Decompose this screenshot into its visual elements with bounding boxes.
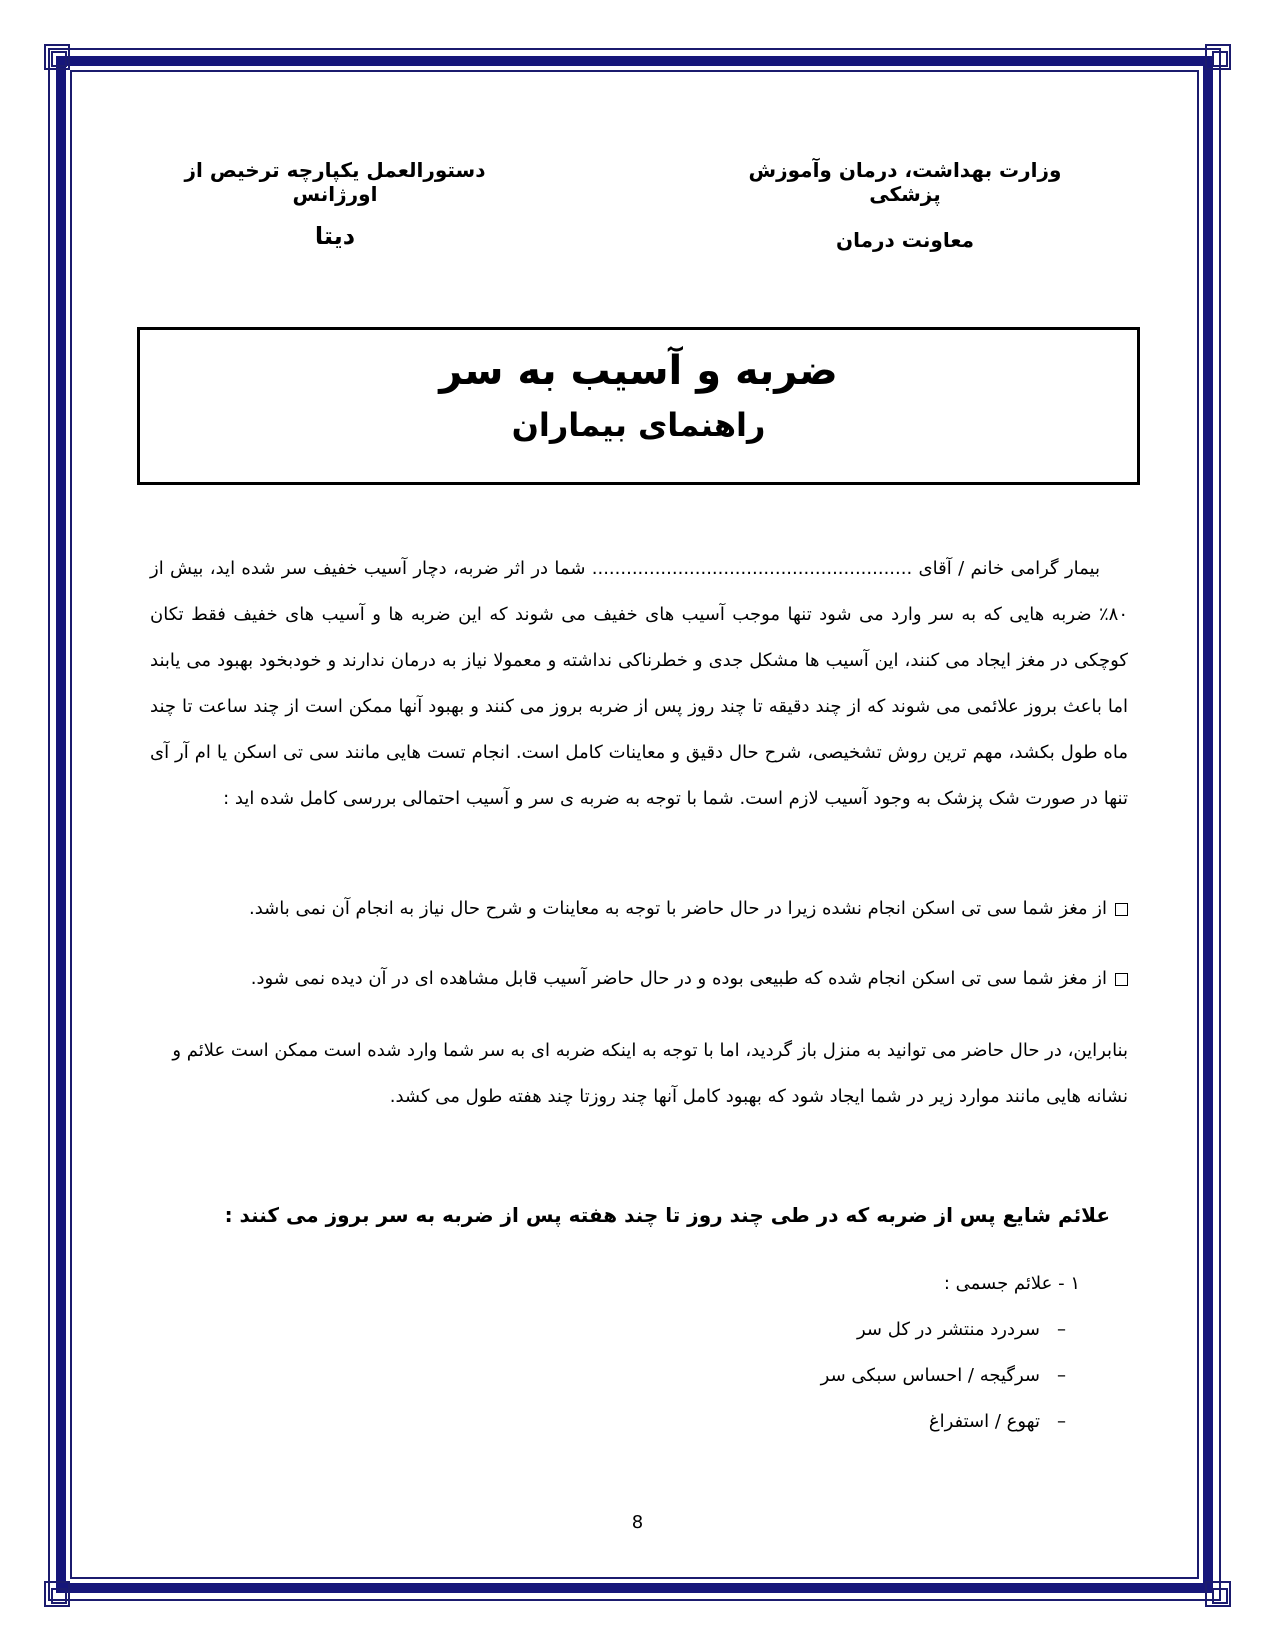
- option-text: از مغز شما سی تی اسکن انجام نشده زیرا در حال حاضر با توجه به معاینات و شرح حال نیاز به انجام آن نمی باشد.: [249, 898, 1107, 919]
- symptoms-title: علائم شایع پس از ضربه که در طی چند روز تا چند هفته پس از ضربه به سر بروز می کنند :: [224, 1203, 1110, 1227]
- page-number: 8: [631, 1512, 644, 1533]
- ministry-name: وزارت بهداشت، درمان وآموزش پزشکی: [748, 158, 1062, 206]
- list-item: –تهوع / استفراغ: [928, 1411, 1066, 1432]
- frame-corner-ornament: [44, 1581, 70, 1607]
- frame-corner-ornament: [44, 44, 70, 70]
- checkbox-icon[interactable]: [1115, 973, 1128, 986]
- option-text: از مغز شما سی تی اسکن انجام شده که طبیعی بوده و در حال حاضر آسیب قابل مشاهده ای در آن دیده نمی شود.: [250, 968, 1107, 989]
- title-box: [137, 327, 1140, 485]
- symptoms-list: [821, 1261, 1080, 1445]
- page-subtitle: راهنمای بیماران: [511, 406, 766, 444]
- protocol-code: دیتا: [314, 222, 356, 250]
- list-item: –سردرد منتشر در کل سر: [856, 1319, 1066, 1340]
- list-item: –سرگیجه / احساس سبکی سر: [820, 1365, 1066, 1386]
- frame-corner-ornament: [1205, 1581, 1231, 1607]
- protocol-name: دستورالعمل یکپارچه ترخیص از اورژانس: [184, 158, 486, 206]
- conclusion-paragraph: بنابراین، در حال حاضر می توانید به منزل باز گردید، اما با توجه به اینکه ضربه ای به سر شما وارد شده است ممکن است علائم و نشانه هایی مانند موارد زیر در شما ایجاد شود که بهبود کامل آنها چند روزتا چند هفته طول می کشد.: [172, 1040, 1128, 1107]
- option-ct-normal: [148, 964, 1128, 994]
- option-no-ct: [148, 894, 1128, 924]
- department-name: معاونت درمان: [836, 228, 974, 252]
- symptoms-group-label: ۱ - علائم جسمی :: [943, 1273, 1080, 1294]
- page-title: ضربه و آسیب به سر: [439, 348, 838, 394]
- protocol-header: [165, 158, 505, 250]
- intro-paragraph: بیمار گرامی خانم / آقای ........................................................ شما در اثر ضربه، دچار آسیب خفیف سر شده اید، بیش از ۸۰٪ ضربه هایی که به سر وارد می شود تنها موجب آسیب های خفیف می شوند که این ضربه ها و آسیب های خفیف فقط تکان کوچکی در مغز ایجاد می کنند، این آسیب ها مشکل جدی و خطرناکی نداشته و معمولا نیاز به درمان ندارند و خودبخود بهبود می یابند اما باعث بروز علائمی می شوند که از چند دقیقه تا چند روز پس از ضربه بروز می کنند و بهبود آنها ممکن است از چند ساعت تا چند ماه طول بکشد، مهم ترین روش تشخیصی، شرح حال دقیق و معاینات کامل است. انجام تست هایی مانند سی تی اسکن یا ام آر آی تنها در صورت شک پزشک به وجود آسیب لازم است. شما با توجه به ضربه ی سر و آسیب احتمالی بررسی کامل شده اید :: [150, 558, 1128, 809]
- ministry-header: [735, 158, 1075, 252]
- checkbox-icon[interactable]: [1115, 903, 1128, 916]
- frame-corner-ornament: [1205, 44, 1231, 70]
